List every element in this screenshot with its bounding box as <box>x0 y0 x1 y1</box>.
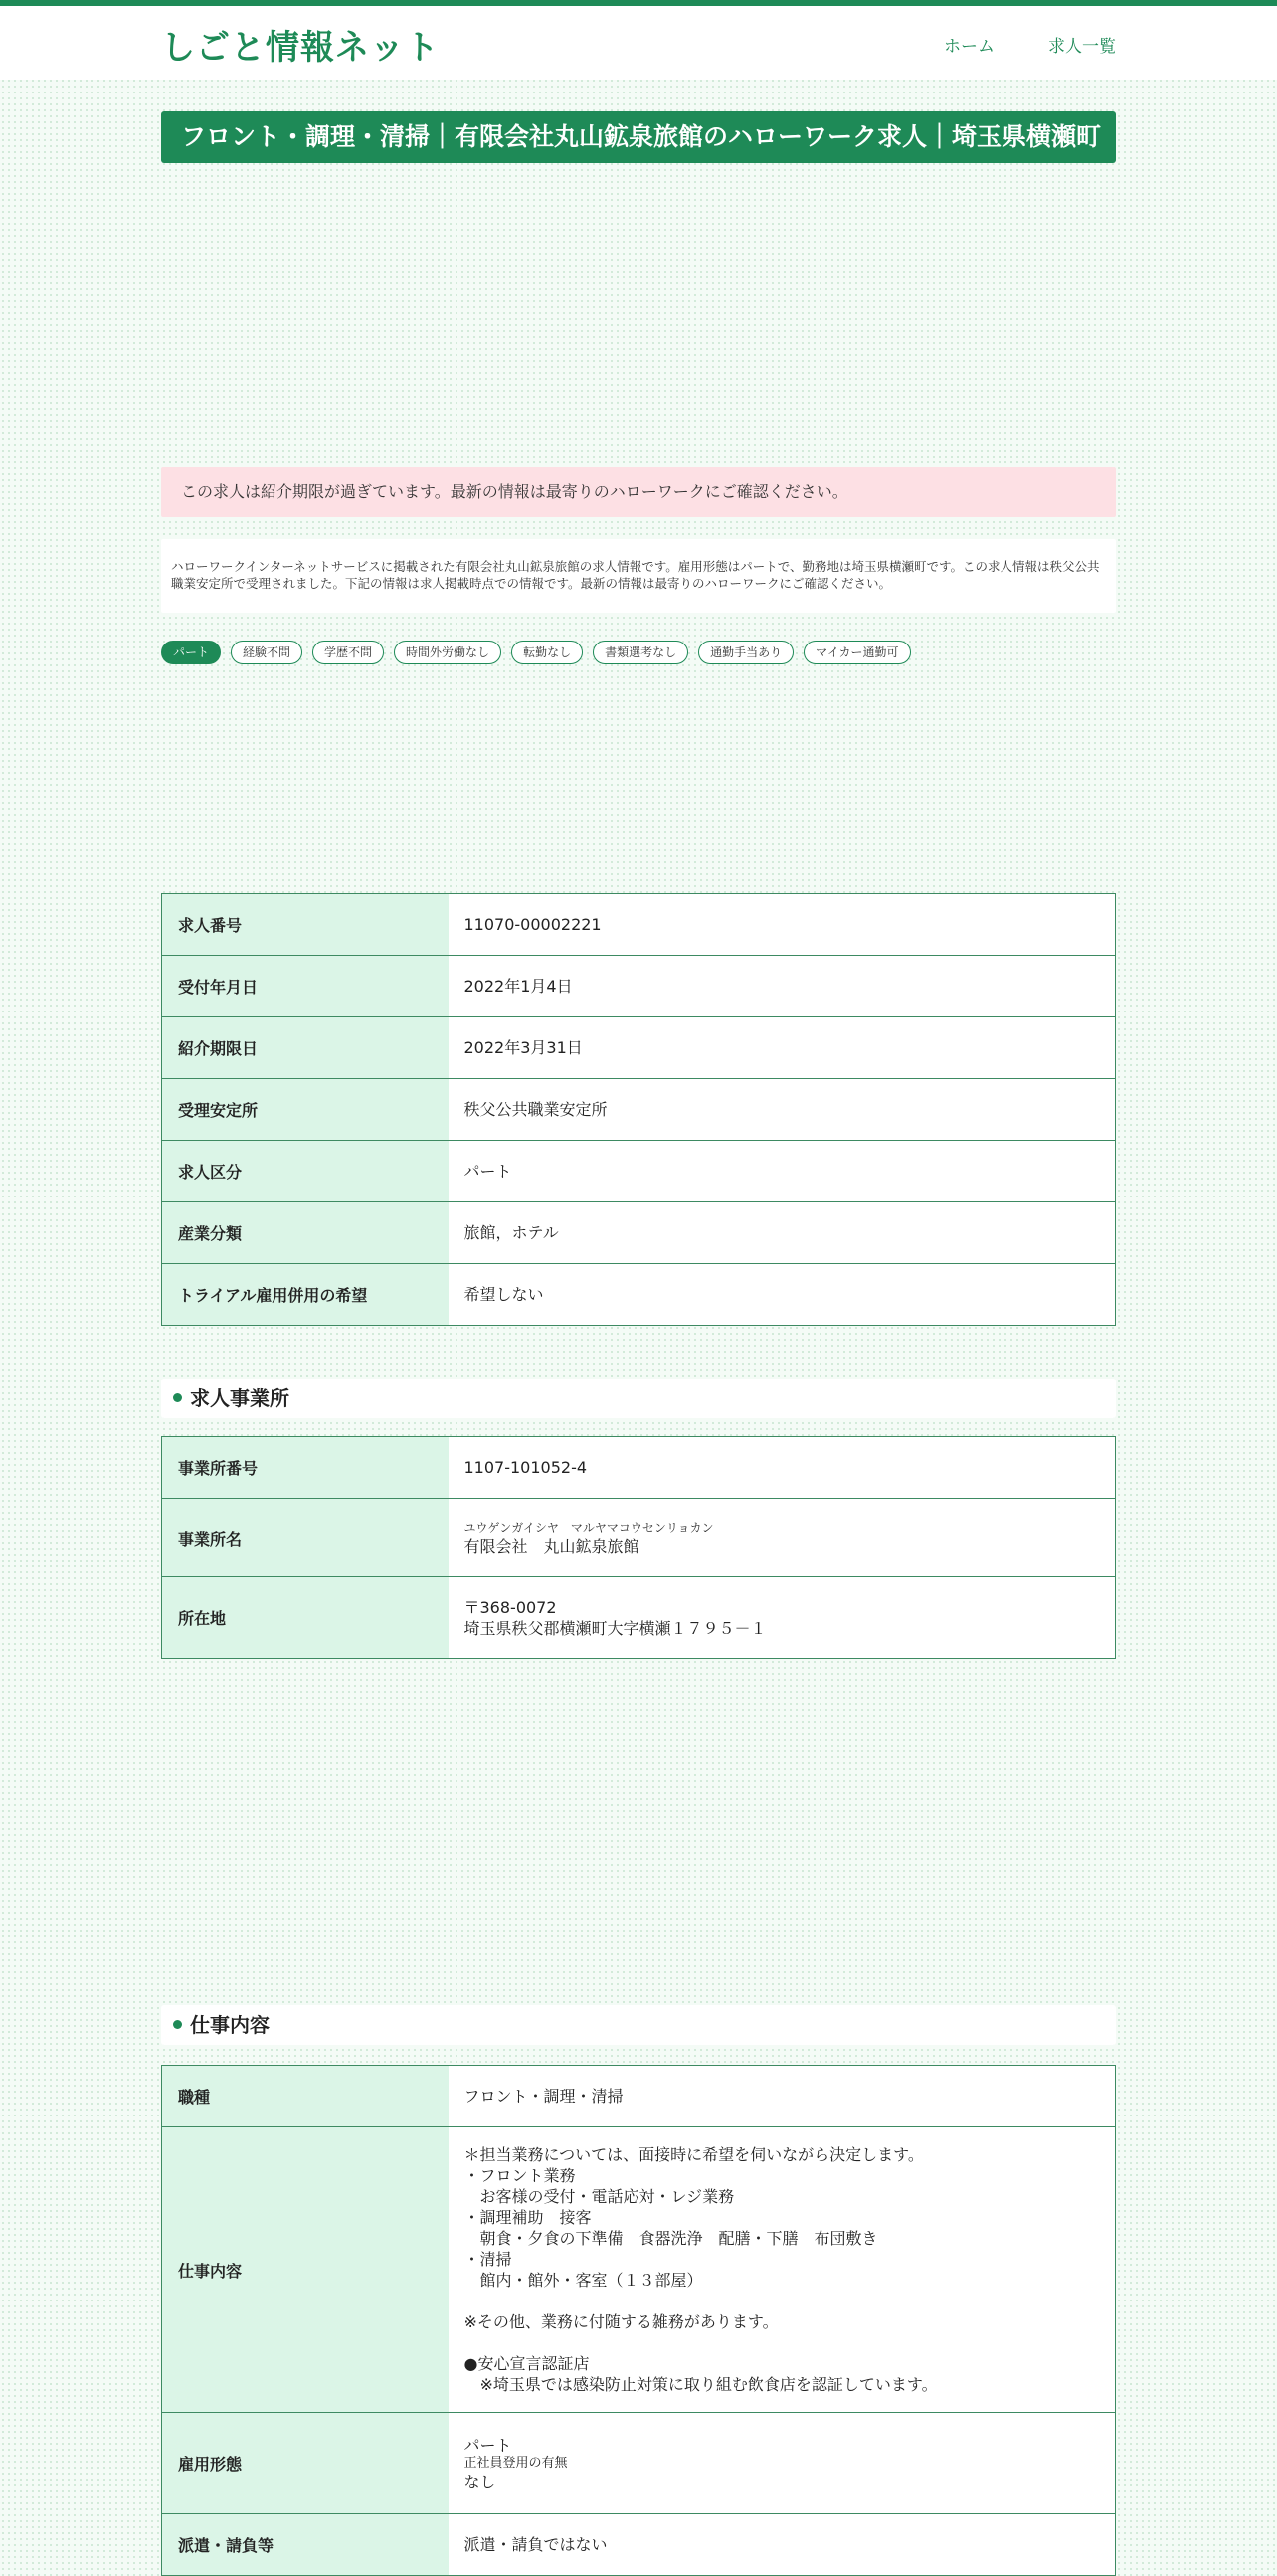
bullet-dot-icon <box>173 2020 182 2029</box>
office-info-table <box>161 1436 1116 1659</box>
row-label: 求人区分 <box>162 1141 449 1202</box>
nav-job-list-link[interactable]: 求人一覧 <box>1048 37 1116 57</box>
dispatch-value: 派遣・請負ではない <box>449 2514 1116 2576</box>
table-row <box>162 2127 1116 2413</box>
address-value: 埼玉県秩父郡横瀬町大字横瀬１７９５－１ <box>463 1618 767 1638</box>
table-row <box>162 1437 1116 1499</box>
table-row <box>162 1264 1116 1326</box>
table-row <box>162 1017 1116 1079</box>
row-label: 求人番号 <box>162 894 449 956</box>
job-content-value: ＊担当業務については、面接時に希望を伺いながら決定します。 ・フロント業務 お客様の受付・電話応対・レジ業務 ・調理補助 接客 朝食・夕食の下準備 食器洗浄 配膳・下膳 布団敷き ・清掃 館内・館外・客室（１３部屋） ※その他、業務に付随する雑務があります。 ●安心宣言認証店 ※埼玉県では感染防止対策に取り組む飲食店を認証しています。 <box>449 2127 1116 2413</box>
tag-no-overtime: 時間外労働なし <box>394 641 501 664</box>
main-nav <box>944 32 1116 57</box>
row-label: 事業所番号 <box>162 1437 449 1499</box>
employment-cell <box>449 2413 1116 2514</box>
row-label: 産業分類 <box>162 1202 449 1264</box>
job-type-value: フロント・調理・清掃 <box>449 2066 1116 2127</box>
bullet-dot-icon <box>173 1393 182 1402</box>
table-row <box>162 1079 1116 1141</box>
row-label: トライアル雇用併用の希望 <box>162 1264 449 1326</box>
tag-no-experience: 経験不問 <box>231 641 302 664</box>
site-header <box>0 6 1277 80</box>
job-category-value: パート <box>449 1141 1116 1202</box>
table-row <box>162 2514 1116 2576</box>
office-name-cell <box>449 1499 1116 1577</box>
table-row <box>162 894 1116 956</box>
received-date-value: 2022年1月4日 <box>449 956 1116 1017</box>
tag-commute-allowance: 通勤手当あり <box>698 641 794 664</box>
address-cell <box>449 1577 1116 1659</box>
regular-employment-label: 正社員登用の有無 <box>463 2455 568 2471</box>
row-label: 受付年月日 <box>162 956 449 1017</box>
nav-home-link[interactable]: ホーム <box>944 37 995 57</box>
row-label: 紹介期限日 <box>162 1017 449 1079</box>
office-name-value: 有限会社 丸山鉱泉旅館 <box>463 1536 639 1556</box>
office-value: 秩父公共職業安定所 <box>449 1079 1116 1141</box>
table-row <box>162 1577 1116 1659</box>
table-row <box>162 956 1116 1017</box>
expired-alert: この求人は紹介期限が過ぎています。最新の情報は最寄りのハローワークにご確認ください。 <box>161 467 1116 517</box>
basic-info-table <box>161 893 1116 1326</box>
job-heading-text: 仕事内容 <box>190 2013 270 2037</box>
trial-employment-value: 希望しない <box>449 1264 1116 1326</box>
employment-value: パート <box>463 2435 512 2455</box>
table-row <box>162 2413 1116 2514</box>
row-label: 所在地 <box>162 1577 449 1659</box>
page-title: フロント・調理・清掃｜有限会社丸山鉱泉旅館のハローワーク求人｜埼玉県横瀬町 <box>161 111 1116 163</box>
job-number-value: 11070-00002221 <box>449 894 1116 956</box>
expiry-date-value: 2022年3月31日 <box>449 1017 1116 1079</box>
tag-no-education: 学歴不問 <box>312 641 384 664</box>
office-heading-text: 求人事業所 <box>190 1386 289 1410</box>
row-label: 派遣・請負等 <box>162 2514 449 2576</box>
table-row <box>162 2066 1116 2127</box>
row-label: 雇用形態 <box>162 2413 449 2514</box>
postal-code: 〒368-0072 <box>463 1597 557 1617</box>
industry-value: 旅館，ホテル <box>449 1202 1116 1264</box>
office-name-kana: ユウゲンガイシヤ マルヤマコウセンリョカン <box>463 1520 714 1535</box>
table-row <box>162 1202 1116 1264</box>
tag-no-transfer: 転勤なし <box>511 641 583 664</box>
row-label: 事業所名 <box>162 1499 449 1577</box>
office-number-value: 1107-101052-4 <box>449 1437 1116 1499</box>
regular-employment-value: なし <box>463 2472 496 2491</box>
intro-text: ハローワークインターネットサービスに掲載された有限会社丸山鉱泉旅館の求人情報です。雇用形態はパートで、勤務地は埼玉県横瀬町です。この求人情報は秩父公共職業安定所で受理されました。下記の情報は求人掲載時点での情報です。最新の情報は最寄りのハローワークにご確認ください。 <box>161 539 1116 613</box>
tag-list <box>161 641 1116 664</box>
row-label: 受理安定所 <box>162 1079 449 1141</box>
job-info-table <box>161 2065 1116 2576</box>
job-section-heading <box>161 2005 1116 2045</box>
tag-part-time: パート <box>161 641 221 664</box>
office-section-heading <box>161 1379 1116 1418</box>
tag-no-document-screening: 書類選考なし <box>593 641 688 664</box>
table-row <box>162 1499 1116 1577</box>
tag-car-commute: マイカー通勤可 <box>804 641 910 664</box>
row-label: 職種 <box>162 2066 449 2127</box>
site-logo[interactable]: しごと情報ネット <box>161 28 440 68</box>
row-label: 仕事内容 <box>162 2127 449 2413</box>
table-row <box>162 1141 1116 1202</box>
